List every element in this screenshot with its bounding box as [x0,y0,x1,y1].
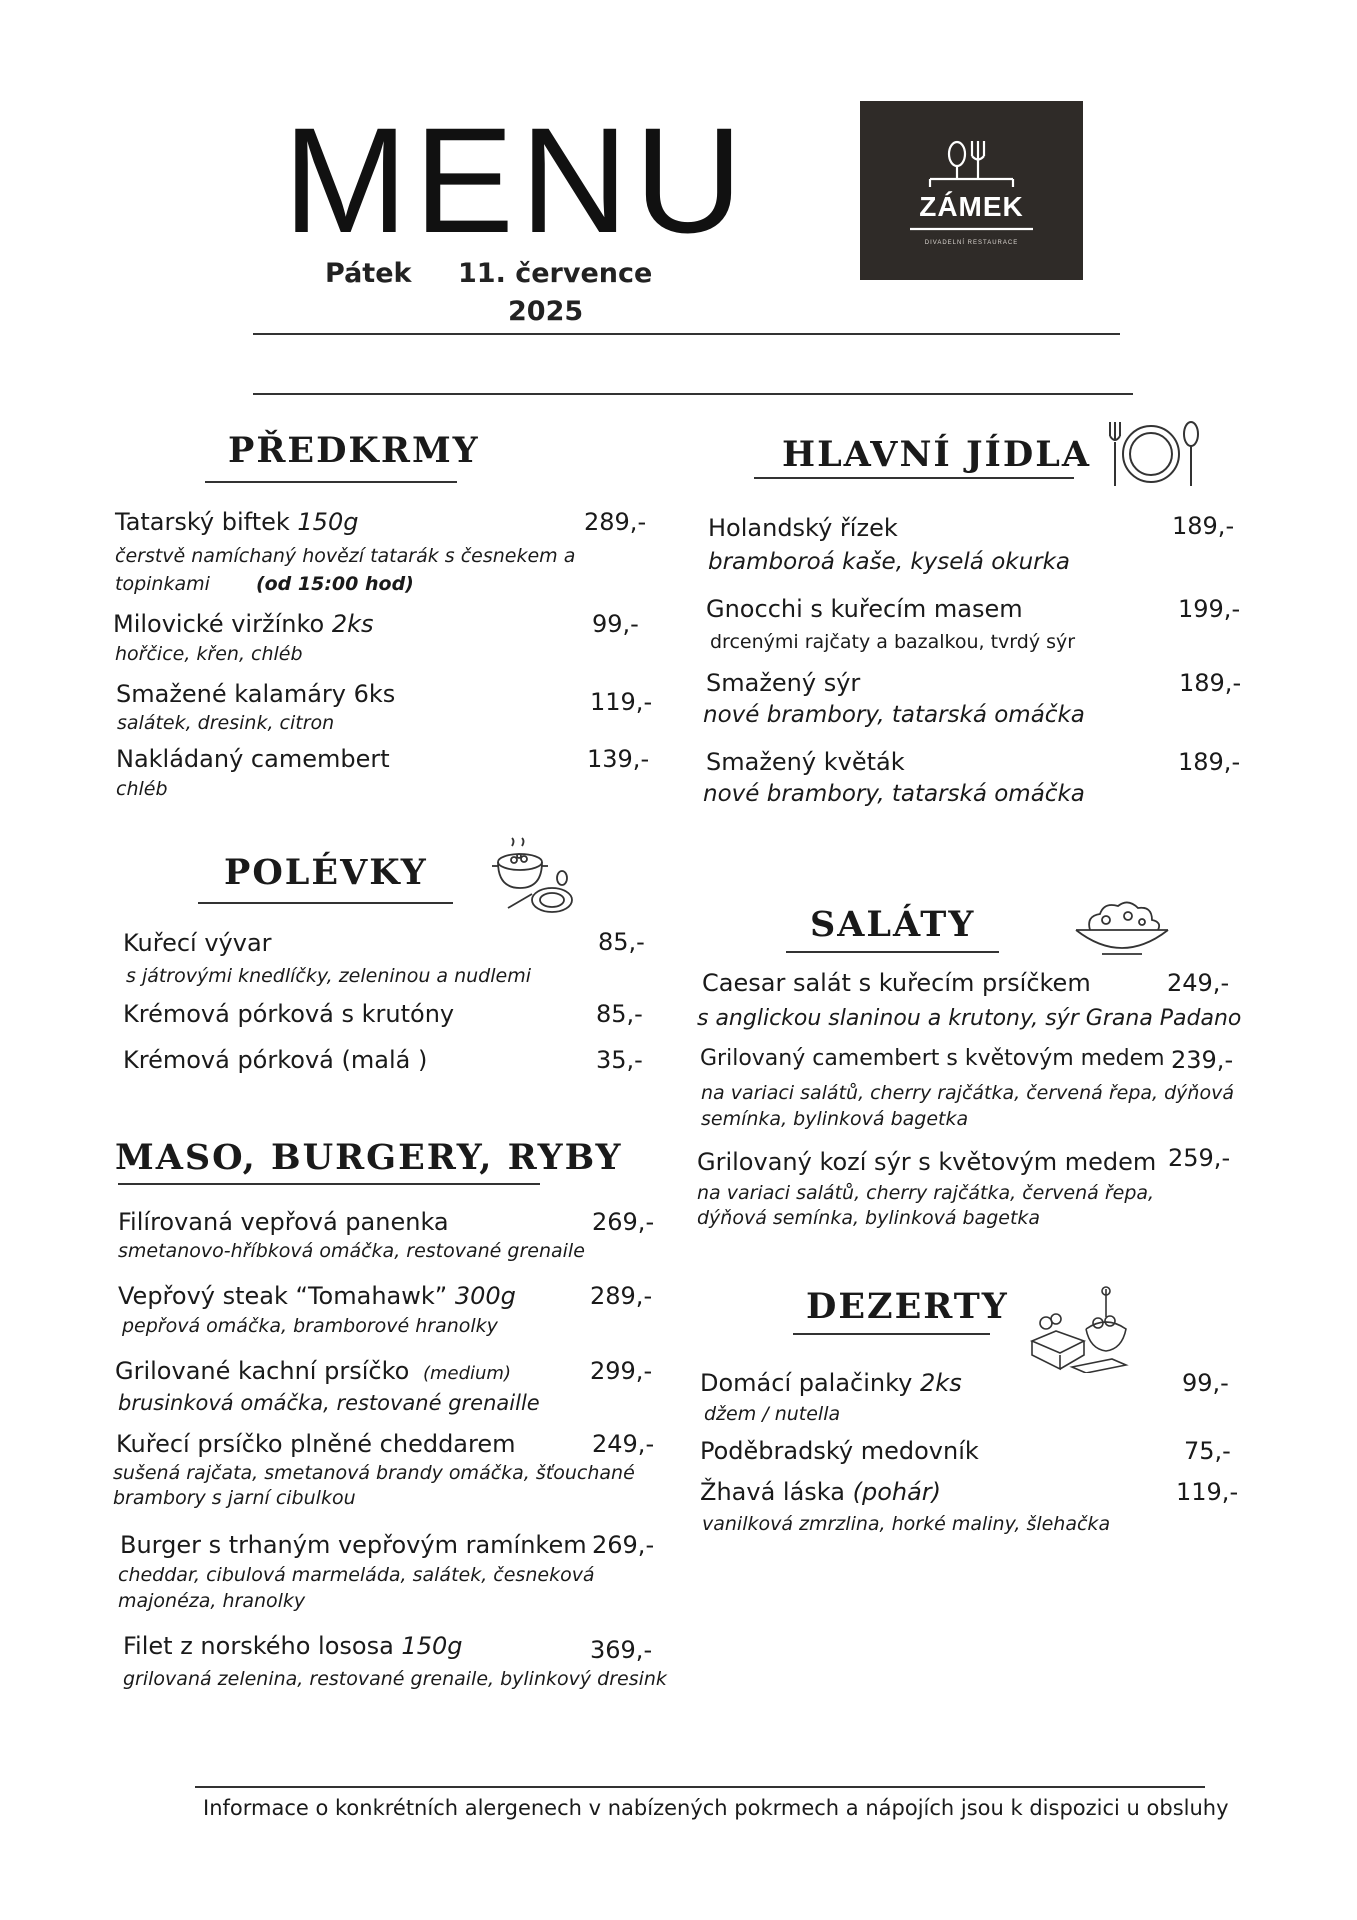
item-name [700,1369,962,1397]
header-divider-bottom [253,393,1133,395]
item-price: 119,- [1176,1478,1239,1506]
section-underline [793,1333,990,1335]
item-weight: 2ks [920,1369,962,1397]
item-price: 119,- [590,688,653,716]
item-price: 189,- [1172,512,1235,540]
section-underline [198,902,453,904]
section-title-dezerty: DEZERTY [806,1286,1009,1327]
item-name: Krémová pórková (malá ) [123,1046,428,1074]
item-name: Krémová pórková s krutóny [123,1000,455,1028]
section-underline [118,1183,540,1185]
item-description: brusinková omáčka, restované grenaille [118,1391,540,1415]
salad-bowl-icon [1072,896,1172,958]
item-name-text: Milovické viržínko [113,610,325,638]
item-name-text: Vepřový steak “Tomahawk” [118,1282,448,1310]
item-name-text: Grilované kachní prsíčko [115,1357,410,1385]
item-weight: 2ks [331,610,374,638]
item-price: 249,- [1167,969,1230,997]
item-description: vanilková zmrzlina, horké maliny, šlehačka [702,1513,1111,1535]
item-price: 189,- [1178,748,1241,776]
item-price: 139,- [587,745,650,773]
footer-divider [195,1786,1205,1788]
item-price: 189,- [1179,669,1242,697]
item-description-line2 [115,573,414,595]
item-name: Smažené kalamáry 6ks [116,680,396,708]
section-title-polevky: POLÉVKY [224,852,428,893]
item-name: Smažený sýr [706,669,861,697]
item-description: nové brambory, tatarská omáčka [703,702,1085,728]
item-name: Nakládaný camembert [116,745,390,773]
item-description: chléb [116,778,168,800]
date-day: Pátek [325,258,412,289]
item-name-text: Žhavá láska [700,1478,845,1506]
item-weight: 300g [454,1282,516,1310]
allergen-notice: Informace o konkrétních alergenech v nabízených pokrmech a nápojích jsou k dispozici u obsluhy [203,1796,1229,1820]
header-divider-top [253,333,1120,335]
item-name: Filírovaná vepřová panenka [118,1208,449,1236]
item-weight: (medium) [422,1363,511,1384]
item-name [118,1282,516,1310]
item-name: Grilovaný kozí sýr s květovým medem [697,1148,1157,1176]
item-description: drcenými rajčaty a bazalkou, tvrdý sýr [710,631,1076,653]
item-description-line2: brambory s jarní cibulkou [113,1487,356,1509]
item-description: nové brambory, tatarská omáčka [703,781,1085,807]
menu-title: MENU [283,96,749,264]
item-description: na variaci salátů, cherry rajčátka, červená řepa, [697,1182,1155,1204]
section-title-salaty: SALÁTY [810,904,976,945]
item-price: 35,- [596,1046,643,1074]
desserts-icon [1026,1283,1136,1373]
item-name: Smažený květák [706,748,905,776]
item-name [113,610,373,638]
item-price: 249,- [592,1430,655,1458]
item-description-text: topinkami [115,573,210,595]
item-note: (od 15:00 hod) [255,573,414,595]
item-name [123,1632,462,1660]
item-price: 85,- [598,928,645,956]
item-description: džem / nutella [704,1403,841,1425]
item-description: na variaci salátů, cherry rajčátka, červená řepa, dýňová [701,1082,1234,1104]
item-name-text: Filet z norského lososa [123,1632,394,1660]
item-description: cheddar, cibulová marmeláda, salátek, česneková [118,1564,595,1586]
section-underline [786,951,999,953]
item-description: grilovaná zelenina, restované grenaile, bylinkový dresink [123,1668,667,1690]
item-price: 289,- [584,508,647,536]
item-price: 369,- [590,1636,653,1664]
section-underline [754,477,1074,479]
item-price: 239,- [1171,1046,1234,1074]
plate-cutlery-icon [1105,418,1205,490]
item-description-line2: majonéza, hranolky [118,1590,306,1612]
item-name: Caesar salát s kuřecím prsíčkem [702,969,1091,997]
item-price: 259,- [1168,1144,1231,1172]
section-title-hlavni-jidla: HLAVNÍ JÍDLA [782,434,1092,475]
item-price: 289,- [590,1282,653,1310]
item-name-text: Tatarský biftek [115,508,290,536]
item-name: Burger s trhaným vepřovým ramínkem [120,1531,587,1559]
logo-subtitle: DIVADELNÍ RESTAURACE [924,240,1019,246]
logo-name: ZÁMEK [919,191,1024,222]
section-title-predkrmy: PŘEDKRMY [228,430,480,471]
item-description: sušená rajčata, smetanová brandy omáčka, šťouchané [113,1462,635,1484]
item-name: Kuřecí vývar [123,929,272,957]
item-name [115,508,358,536]
section-title-maso-burgery-ryby: MASO, BURGERY, RYBY [115,1137,623,1178]
item-name: Kuřecí prsíčko plněné cheddarem [116,1430,516,1458]
item-price: 75,- [1184,1437,1231,1465]
item-description: s anglickou slaninou a krutony, sýr Grana Padano [697,1006,1242,1031]
item-description: s játrovými knedlíčky, zeleninou a nudlemi [126,965,531,987]
item-price: 269,- [592,1208,655,1236]
restaurant-logo [860,101,1083,280]
item-description: salátek, dresink, citron [117,712,335,734]
item-price: 85,- [596,1000,643,1028]
item-name: Holandský řízek [708,514,898,542]
date-text: 11. července [458,258,653,289]
item-description: pepřová omáčka, bramborové hranolky [122,1315,498,1337]
item-price: 299,- [590,1357,653,1385]
item-description: bramboroá kaše, kyselá okurka [708,549,1071,575]
item-description: hořčice, křen, chléb [115,643,303,665]
item-description-line2: dýňová semínka, bylinková bagetka [697,1207,1041,1229]
item-weight: (pohár) [852,1478,942,1506]
item-name [700,1478,941,1506]
date-year: 2025 [508,296,584,327]
item-name [115,1357,511,1385]
item-name: Gnocchi s kuřecím masem [706,595,1023,623]
item-price: 269,- [592,1531,655,1559]
item-price: 199,- [1178,595,1241,623]
item-name: Poděbradský medovník [700,1437,979,1465]
item-price: 99,- [1182,1369,1229,1397]
item-weight: 150g [297,508,359,536]
section-underline [205,481,457,483]
soup-pot-icon [488,836,582,920]
item-description: čerstvě namíchaný hovězí tatarák s česnekem a [115,545,576,567]
item-description-line2: semínka, bylinková bagetka [701,1108,969,1130]
item-name: Grilovaný camembert s květovým medem [700,1046,1165,1071]
item-name-text: Domácí palačinky [700,1369,913,1397]
item-weight: 150g [401,1632,463,1660]
item-price: 99,- [592,610,639,638]
item-description: smetanovo-hříbková omáčka, restované grenaile [118,1240,585,1262]
